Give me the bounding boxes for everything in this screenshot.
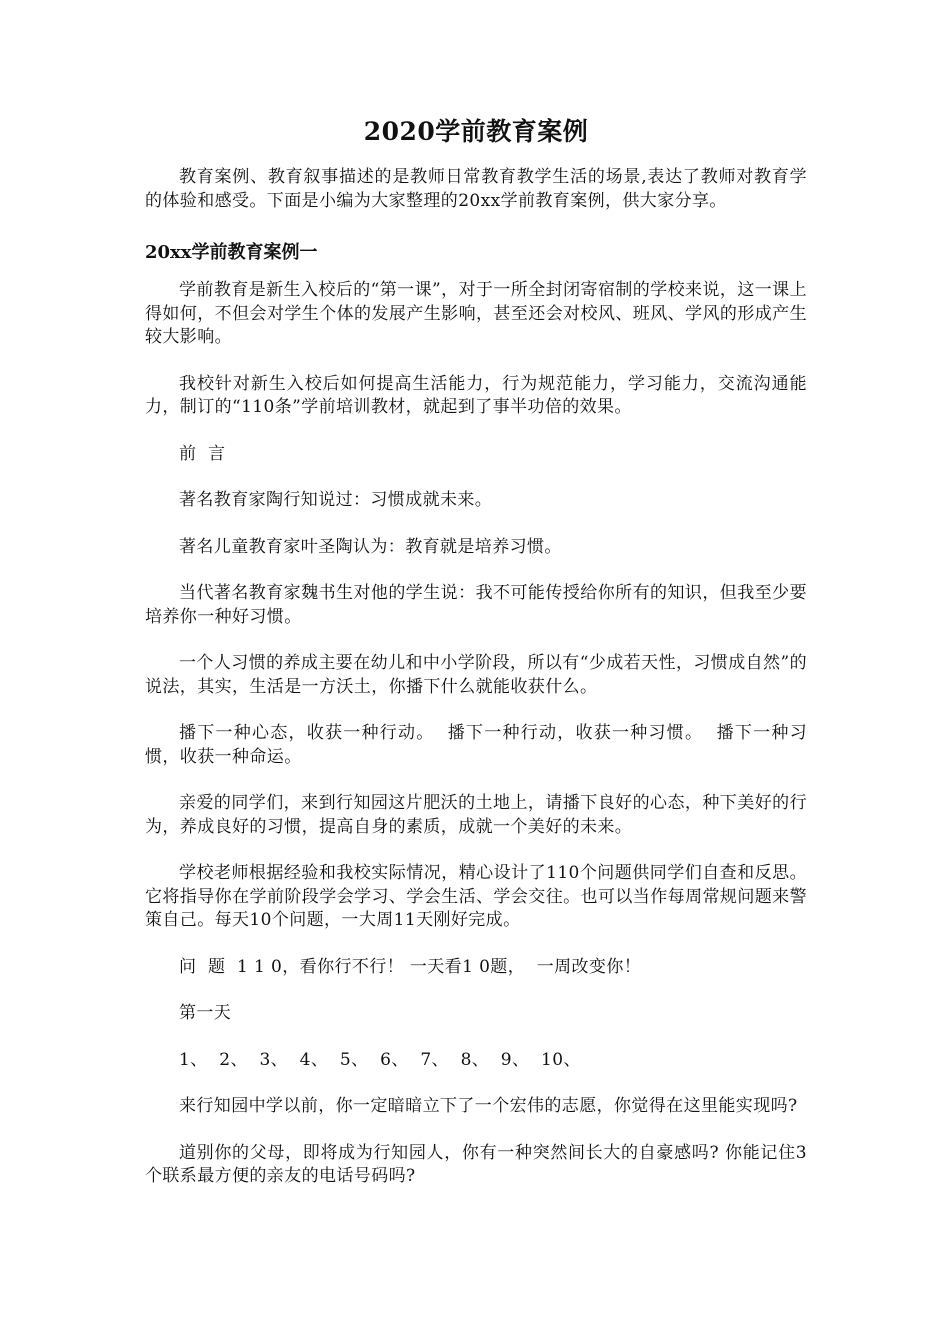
paragraph-sow-reap: 播下一种心态，收获一种行动。 播下一种行动，收获一种习惯。 播下一种习惯，收获一种命运。 (145, 723, 807, 767)
paragraph-day-one: 第一天 (179, 1003, 232, 1023)
intro-paragraph: 教育案例、教育叙事描述的是教师日常教育教学生活的场景,表达了教师对教育学的体验和感受。下面是小编为大家整理的20xx学前教育案例，供大家分享。 (145, 167, 807, 211)
paragraph-slogan: 问 题 1 1 0，看你行不行！ 一天看1 0题， 一周改变你！ (179, 956, 642, 977)
paragraph-110-questions: 学校老师根据经验和我校实际情况，精心设计了110个问题供同学们自查和反思。它将指导你在学前阶段学会学习、学会生活、学会交往。也可以当作每周常规问题来警策自己。每天10个问题，一大周11天刚好完成。 (145, 863, 807, 930)
section-heading: 20xx学前教育案例一 (145, 242, 318, 263)
paragraph-first-lesson: 学前教育是新生入校后的“第一课”，对于一所全封闭寄宿制的学校来说，这一课上得如何，不但会对学生个体的发展产生影响，甚至还会对校风、班风、学风的形成产生较大影响。 (145, 280, 807, 347)
paragraph-quote-tao: 著名教育家陶行知说过：习惯成就未来。 (179, 490, 493, 510)
document-page (145, 112, 807, 1212)
paragraph-question-parents: 道别你的父母，即将成为行知园人，你有一种突然间长大的自豪感吗? 你能记住3个联系最方便的亲友的电话号码吗? (145, 1142, 807, 1186)
document-title: 2020学前教育案例 (363, 117, 589, 146)
paragraph-110-rules: 我校针对新生入校后如何提高生活能力，行为规范能力，学习能力，交流沟通能力，制订的“110条”学前培训教材，就起到了事半功倍的效果。 (145, 373, 807, 417)
paragraph-preface-heading: 前 言 (179, 443, 226, 464)
paragraph-habit-formation: 一个人习惯的养成主要在幼儿和中小学阶段，所以有“少成若天性，习惯成自然”的说法，其实，生活是一方沃土，你播下什么就能收获什么。 (145, 653, 807, 697)
paragraph-quote-ye: 著名儿童教育家叶圣陶认为：教育就是培养习惯。 (179, 536, 562, 557)
paragraph-quote-wei: 当代著名教育家魏书生对他的学生说：我不可能传授给你所有的知识，但我至少要培养你一种好习惯。 (145, 583, 807, 627)
paragraph-dear-students: 亲爱的同学们，来到行知园这片肥沃的土地上，请播下良好的心态，种下美好的行为，养成良好的习惯，提高自身的素质，成就一个美好的未来。 (145, 793, 807, 837)
paragraph-number-list: 1、 2、 3、 4、 5、 6、 7、 8、 9、 10、 (179, 1049, 581, 1070)
paragraph-question-aspiration: 来行知园中学以前，你一定暗暗立下了一个宏伟的志愿，你觉得在这里能实现吗? (179, 1096, 798, 1116)
